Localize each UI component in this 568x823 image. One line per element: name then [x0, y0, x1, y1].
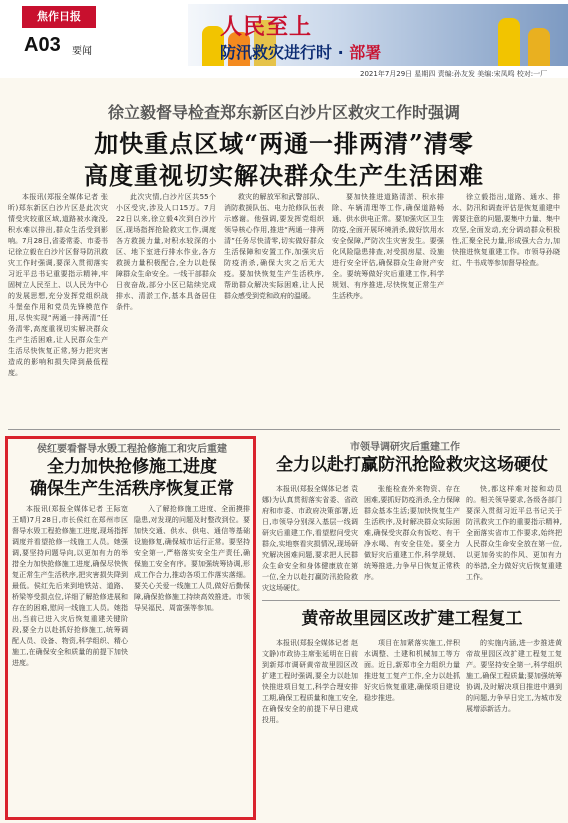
story2-kicker: 侯红要看督导水毁工程抢修施工和灾后重建: [37, 444, 227, 455]
banner-subtitle: [220, 40, 381, 63]
story3-kicker: 市领导调研灾后重建工作: [350, 442, 460, 453]
section-divider: [262, 600, 560, 601]
story1-column-2: 此次灾情,白沙片区共55个小区受灾,涉及人口15万。7月22日以来,徐立毅4次到白沙片区,现场指挥抢险救灾工作,调度各方救援力量,对积水较深的小区、地下室进行排水作业,各方救援力量积极配合,全力以赴保障群众生命安全。一线干部群众日夜奋战,部分小区已陆续完成排水、清淤工作,基本具备居住条件。: [116, 193, 216, 311]
dateline: 2021年7月29日 星期四 责编:孙友发 美编:宋凤鸣 校对:一厂: [360, 70, 548, 78]
page-number: A03: [24, 34, 61, 56]
section-divider: [8, 429, 560, 430]
story1-headline-line2: 高度重视切实解决群众生产生活困难: [84, 161, 484, 190]
story2-headline-line2: 确保生产生活秩序恢复正常: [30, 479, 234, 499]
masthead: [0, 0, 568, 78]
rescue-worker-figure-icon: [498, 18, 520, 66]
story1-column-1: 本报讯(郑报全媒体记者 张昕)郑东新区白沙片区是此次灾情受灾较重区域,道路被水淹没,积水难以排出,群众生活受到影响。7月28日,省委常委、市委书记徐立毅在白沙片区督导防汛救灾工作时强调,要深入贯彻落实习近平总书记重要指示精神,牢固树立人民至上、以人民为中心的发展思想,充分发挥党组织战斗堡垒作用和党员先锋模范作用,尽快实现“两通一排两清”任务清零,高度重视切实解决群众生产生活困难,让人民群众生产生活尽快恢复正常,努力把灾害造成的影响和损失降到最低程度。: [8, 193, 108, 377]
page-section: 要闻: [72, 46, 92, 57]
story4-column-3: 的实施内涵,进一步推进黄帝故里园区改扩建工程复工复产。要坚持安全第一,科学组织施工,确保工程质量;要加强统筹协调,及时解决项目推进中遇到的问题,力争早日完工,为城市发展增添新活力。: [466, 639, 562, 713]
story1-column-3: 救灾的解放军和武警部队、消防救援队伍、电力抢修队伍表示感谢。他强调,要发挥党组织领导核心作用,推进“两通一排两清”任务尽快清零,切实做好群众生活保障和安置工作,加强灾后防疫消杀,确保大灾之后无大疫。要加快恢复生产生活秩序,帮助群众解决实际困难,让人民群众感受到党和政府的温暖。: [224, 193, 324, 300]
newspaper-logo: 焦作日报: [22, 6, 96, 28]
story1-headline-line1: 加快重点区域“两通一排两清”清零: [94, 129, 474, 158]
story2-column-1: 本报讯(郑报全媒体记者 王际宽 王晴)7月28日,市长侯红在郑州市区督导水毁工程抢修施工进度,现场指挥调度并看望抢修一线施工人员。她强调,要坚持问题导向,以更加有力的举措全力加快抢修施工进度,确保尽快恢复正常生产生活秩序,把灾害损失降到最低。侯红先后来到地铁站、道路、桥梁等受损点位,详细了解抢修进展和存在的困难,慰问一线施工人员。她指出,当前已进入灾后恢复重建关键阶段,要全力以赴抓好抢修施工,统筹调配人员、设备、物资,科学组织、精心施工,在确保安全和质量的前提下加快进度。: [12, 505, 128, 667]
rescue-worker-figure-icon: [528, 28, 550, 66]
banner-title: 人民至上: [220, 14, 313, 40]
story4-column-2: 项目在加紧落实施工,伴积水调整、土建和机械加工等方面。近日,新郑市全力组织力量推进复工复产工作,全力以赴抓好灾后恢复重建,确保项目建设稳步推进。: [364, 639, 460, 702]
story3-column-1: 本报讯(郑报全媒体记者 袁娜)为认真贯彻落实省委、省政府和市委、市政府决策部署,近日,市领导分别深入基层一线调研灾后重建工作,看望慰问受灾群众,实地察看灾损情况,现场研究解决困难问题,要求把人民群众生命安全和身体健康放在第一位,全力以赴打赢防汛抢险救灾这场硬仗。: [262, 485, 358, 592]
banner-subtitle-main: 防汛救灾进行时 ·: [220, 43, 350, 62]
story2-column-2: 入了解抢修施工进度、全面摸排隐患,对发现的问题及时整改到位。要加快交通、供水、供电、通信等基础设施修复,确保城市运行正常。要坚持安全第一,严格落实安全生产责任,确保施工安全有序。要加强统筹协调,形成工作合力,推动各项工作落实落细。要关心关爱一线施工人员,做好后勤保障,确保抢修施工持续高效推进。市领导吴福民、周富强等参加。: [134, 505, 250, 612]
banner-subtitle-tail: 部署: [349, 43, 382, 62]
story3-column-2: 张能检查外来物资、存在困难,要抓好防疫消杀,全力保障群众基本生活;要加快恢复生产生活秩序,及时解决群众实际困难,确保受灾群众有饭吃、有干净水喝、有安全住处。要全力做好灾后重建工作,科学规划、统筹推进,力争早日恢复正常秩序。: [364, 485, 460, 581]
story3-headline: 全力以赴打赢防汛抢险救灾这场硬仗: [276, 455, 548, 475]
story2-headline-line1: 全力加快抢修施工进度: [47, 457, 217, 477]
story4-headline: 黄帝故里园区改扩建工程复工: [301, 609, 523, 629]
story3-column-3: 快,都这样难对接和动员的。相关领导要求,各级各部门要深入贯彻习近平总书记关于防汛救灾工作的重要指示精神,全面落实省市工作要求,始终把人民群众生命安全放在第一位,以更加务实的作风、更加有力的举措,全力做好灾后恢复重建工作。: [466, 485, 562, 581]
story1-column-4: 要加快推进道路清淤、积水排除、车辆清理等工作,确保道路畅通、供水供电正常。要加强灾区卫生防疫,全面开展环境消杀,做好饮用水安全保障,严防次生灾害发生。要强化风险隐患排查,对受损房屋、设施进行安全评估,确保群众生命财产安全。要统筹做好灾后重建工作,科学规划、有序推进,尽快恢复正常生产生活秩序。: [332, 193, 444, 300]
story1-kicker: 徐立毅督导检查郑东新区白沙片区救灾工作时强调: [107, 103, 460, 122]
story4-column-1: 本报讯(郑报全媒体记者 赵文静)市政协主席张延明在日前到新郑市调研黄帝故里园区改扩建工程时强调,要全力以赴加快推进项目复工,科学合理安排工期,确保工程质量和施工安全,在确保安全的前提下早日建成投用。: [262, 639, 358, 724]
story1-column-5: 徐立毅指出,道路、通水、排水、防汛和调查评估是恢复重建中需要注意的问题,要集中力量、集中攻坚,全面发动,充分调动群众积极性,汇聚全民力量,形成强大合力,加快推进恢复重建工作。市领导孙晓红、牛书成等参加督导检查。: [452, 193, 560, 267]
